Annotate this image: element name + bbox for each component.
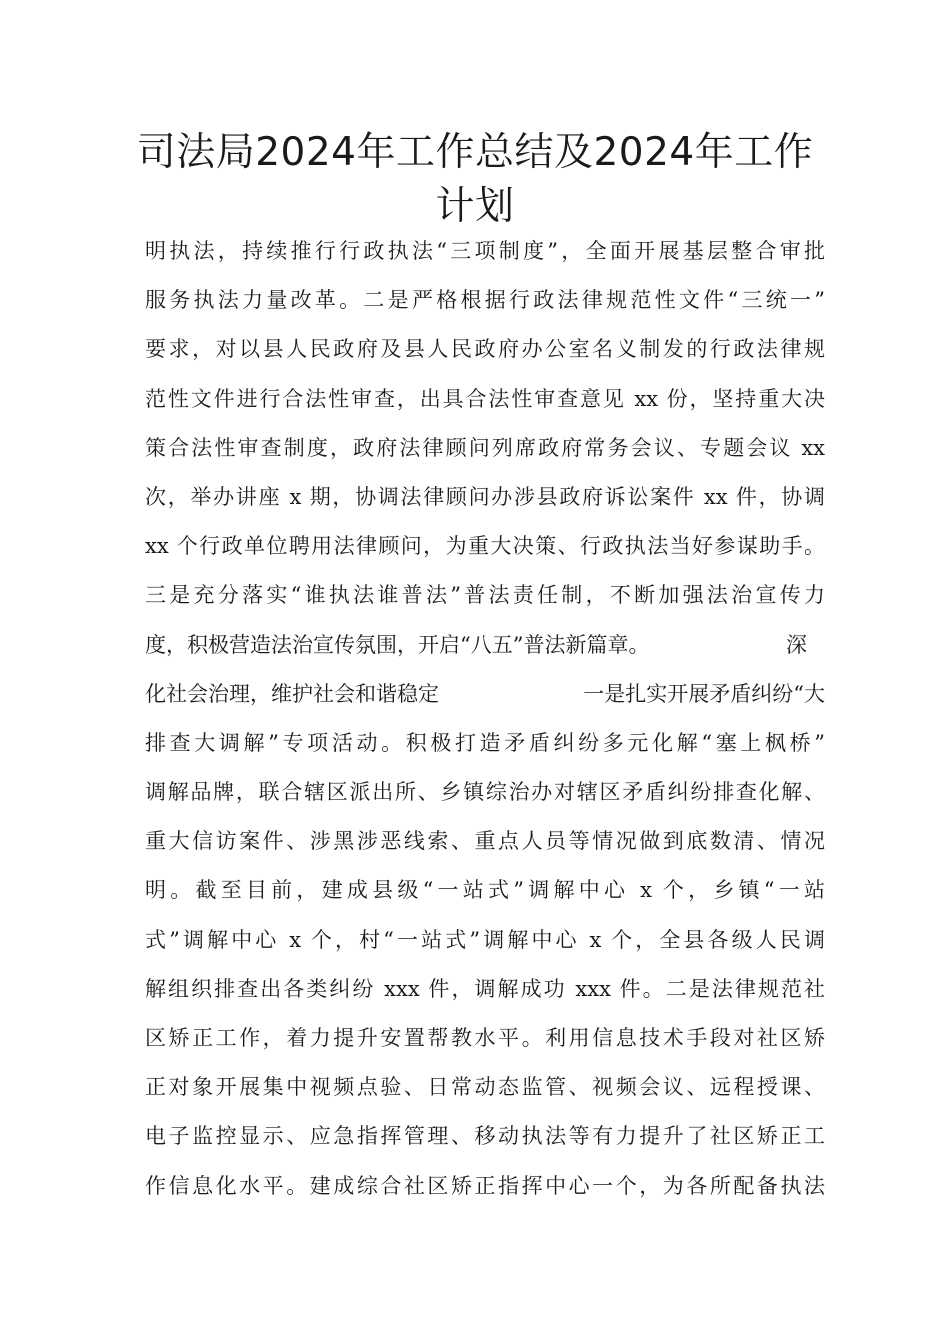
body-line: 范性文件进行合法性审查，出具合法性审查意见 xx 份，坚持重大决 [145, 386, 825, 411]
body-line: 区矫正工作，着力提升安置帮教水平。利用信息技术手段对社区矫 [145, 1026, 825, 1050]
title-line-2: 计划 [435, 184, 515, 229]
body-line-tail: 深 [786, 632, 807, 657]
body-line: 次，举办讲座 x 期，协调法律顾问办涉县政府诉讼案件 xx 件，协调 [145, 484, 825, 509]
title-line-1: 司法局2024年工作总结及2024年工作 [136, 130, 814, 175]
body-line: 服务执法力量改革。二是严格根据行政法律规范性文件“三统一” [145, 288, 825, 313]
body-line: 三是充分落实“谁执法谁普法”普法责任制，不断加强法治宣传力 [145, 583, 825, 608]
body-line: 解组织排查出各类纠纷 xxx 件，调解成功 xxx 件。二是法律规范社 [145, 976, 825, 1001]
document-body [145, 227, 825, 1211]
body-line: 重大信访案件、涉黑涉恶线索、重点人员等情况做到底数清、情况 [145, 829, 825, 854]
body-line: 明执法，持续推行行政执法“三项制度”，全面开展基层整合审批 [145, 239, 825, 263]
body-line: 电子监控显示、应急指挥管理、移动执法等有力提升了社区矫正工 [145, 1124, 825, 1149]
body-line: 排查大调解”专项活动。积极打造矛盾纠纷多元化解“塞上枫桥” [145, 730, 825, 755]
body-line: 要求，对以县人民政府及县人民政府办公室名义制发的行政法律规 [145, 337, 825, 362]
body-line-with-tail [145, 670, 825, 719]
body-line-tail: 一是扎实开展矛盾纠纷“大 [583, 681, 825, 706]
body-line: 明。截至目前，建成县级“一站式”调解中心 x 个，乡镇“一站 [145, 878, 825, 903]
body-line-text: 化社会治理，维护社会和谐稳定 [145, 681, 439, 706]
body-line: 策合法性审查制度，政府法律顾问列席政府常务会议、专题会议 xx [145, 435, 825, 460]
body-line: 正对象开展集中视频点验、日常动态监管、视频会议、远程授课、 [145, 1075, 825, 1100]
body-line: 式”调解中心 x 个，村“一站式”调解中心 x 个，全县各级人民调 [145, 927, 825, 952]
document-title [100, 126, 850, 234]
body-line: xx 个行政单位聘用法律顾问，为重大决策、行政执法当好参谋助手。 [145, 534, 825, 559]
body-line: 调解品牌，联合辖区派出所、乡镇综治办对辖区矛盾纠纷排查化解、 [145, 780, 825, 805]
body-line: 作信息化水平。建成综合社区矫正指挥中心一个，为各所配备执法 [145, 1173, 825, 1198]
body-line-text: 度，积极营造法治宣传氛围，开启“八五”普法新篇章。 [145, 632, 650, 657]
body-line-with-tail [145, 621, 825, 670]
